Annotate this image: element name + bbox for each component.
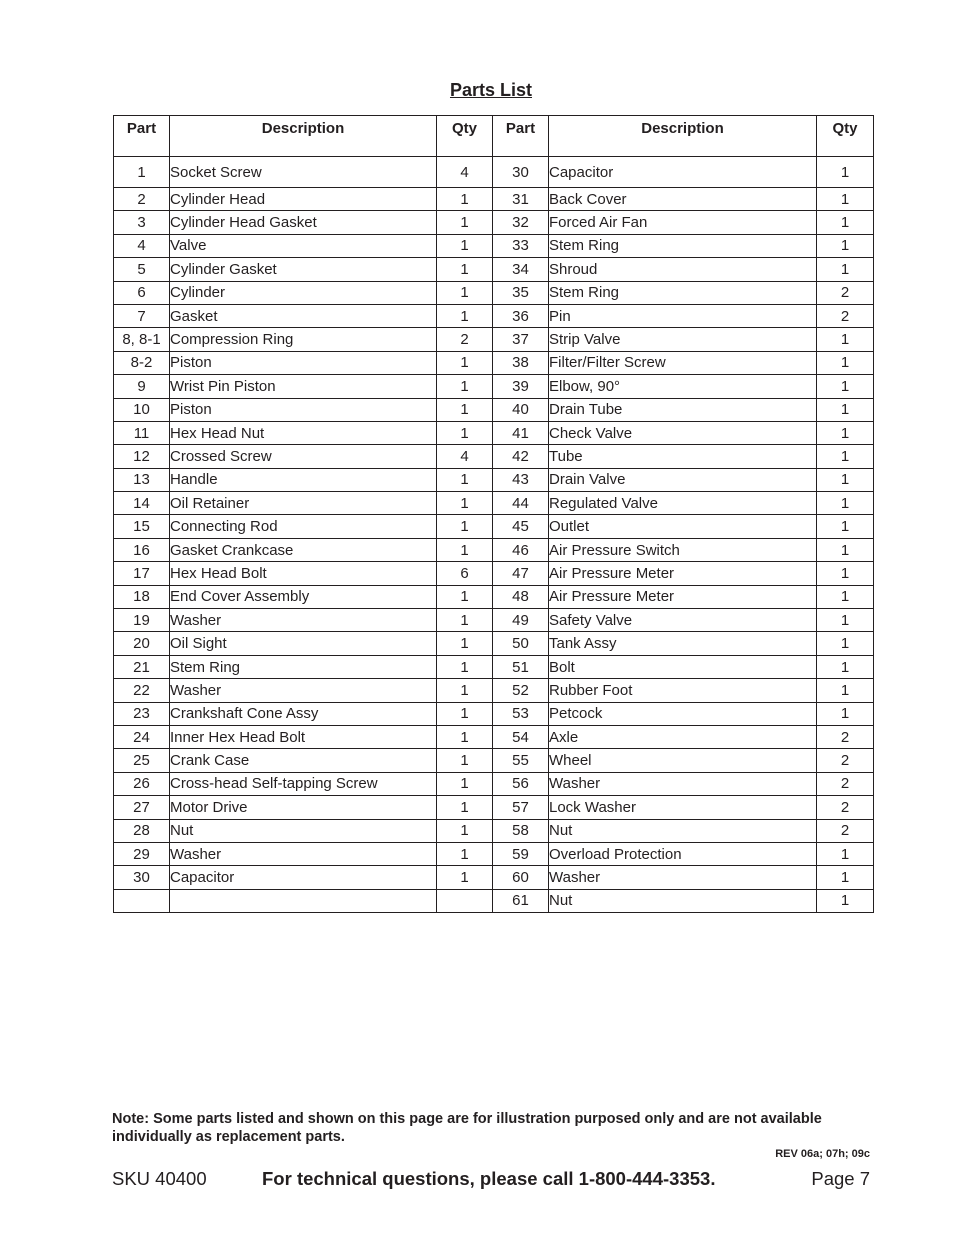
table-row: [114, 188, 874, 211]
description-cell: Inner Hex Head Bolt: [170, 725, 437, 748]
description-cell: [170, 889, 437, 912]
qty-cell: 1: [817, 866, 874, 889]
qty-cell: 2: [437, 328, 493, 351]
header-part: Part: [114, 116, 170, 157]
part-number-cell: 18: [114, 585, 170, 608]
table-row: [114, 772, 874, 795]
description-cell: Washer: [170, 679, 437, 702]
table-row: [114, 258, 874, 281]
part-number-cell: 22: [114, 679, 170, 702]
header-description: Description: [170, 116, 437, 157]
table-row: [114, 679, 874, 702]
part-number-cell: 11: [114, 421, 170, 444]
description-cell: Nut: [170, 819, 437, 842]
qty-cell: 2: [817, 749, 874, 772]
qty-cell: 1: [817, 351, 874, 374]
part-number-cell: 47: [493, 562, 549, 585]
qty-cell: 1: [817, 842, 874, 865]
qty-cell: 1: [437, 772, 493, 795]
table-row: [114, 328, 874, 351]
description-cell: Washer: [170, 609, 437, 632]
part-number-cell: 35: [493, 281, 549, 304]
description-cell: Hex Head Bolt: [170, 562, 437, 585]
qty-cell: 2: [817, 819, 874, 842]
qty-cell: 2: [817, 281, 874, 304]
part-number-cell: 56: [493, 772, 549, 795]
qty-cell: 1: [817, 157, 874, 188]
description-cell: Piston: [170, 398, 437, 421]
table-row: [114, 515, 874, 538]
part-number-cell: 40: [493, 398, 549, 421]
description-cell: Washer: [549, 866, 817, 889]
qty-cell: 1: [817, 468, 874, 491]
qty-cell: 2: [817, 772, 874, 795]
table-row: [114, 211, 874, 234]
part-number-cell: 23: [114, 702, 170, 725]
qty-cell: 1: [437, 819, 493, 842]
part-number-cell: 57: [493, 796, 549, 819]
part-number-cell: 30: [114, 866, 170, 889]
part-number-cell: 48: [493, 585, 549, 608]
header-qty: Qty: [437, 116, 493, 157]
part-number-cell: 31: [493, 188, 549, 211]
description-cell: Stem Ring: [549, 281, 817, 304]
description-cell: Drain Tube: [549, 398, 817, 421]
table-row: [114, 538, 874, 561]
qty-cell: [437, 889, 493, 912]
part-number-cell: 17: [114, 562, 170, 585]
table-row: [114, 796, 874, 819]
qty-cell: 1: [437, 585, 493, 608]
part-number-cell: 21: [114, 655, 170, 678]
qty-cell: 1: [817, 562, 874, 585]
revision-label: REV 06a; 07h; 09c: [775, 1148, 870, 1160]
qty-cell: 1: [437, 702, 493, 725]
description-cell: Drain Valve: [549, 468, 817, 491]
part-number-cell: 8-2: [114, 351, 170, 374]
qty-cell: 6: [437, 562, 493, 585]
description-cell: Tank Assy: [549, 632, 817, 655]
qty-cell: 1: [817, 445, 874, 468]
qty-cell: 1: [437, 492, 493, 515]
qty-cell: 1: [437, 609, 493, 632]
page-title: Parts List: [449, 80, 533, 100]
description-cell: Lock Washer: [549, 796, 817, 819]
tech-support-line: For technical questions, please call 1-800-444-3353.: [262, 1168, 716, 1189]
table-row: [114, 304, 874, 327]
description-cell: Gasket: [170, 304, 437, 327]
description-cell: Stem Ring: [549, 234, 817, 257]
description-cell: Filter/Filter Screw: [549, 351, 817, 374]
description-cell: End Cover Assembly: [170, 585, 437, 608]
description-cell: Cylinder Head: [170, 188, 437, 211]
qty-cell: 1: [817, 538, 874, 561]
qty-cell: 1: [817, 889, 874, 912]
table-row: [114, 445, 874, 468]
part-number-cell: 38: [493, 351, 549, 374]
part-number-cell: 1: [114, 157, 170, 188]
description-cell: Stem Ring: [170, 655, 437, 678]
qty-cell: 1: [817, 702, 874, 725]
part-number-cell: 2: [114, 188, 170, 211]
part-number-cell: 24: [114, 725, 170, 748]
part-number-cell: 55: [493, 749, 549, 772]
description-cell: Piston: [170, 351, 437, 374]
part-number-cell: 20: [114, 632, 170, 655]
qty-cell: 1: [817, 655, 874, 678]
header-part-2: Part: [493, 116, 549, 157]
description-cell: Bolt: [549, 655, 817, 678]
description-cell: Washer: [170, 842, 437, 865]
qty-cell: 1: [437, 538, 493, 561]
description-cell: Gasket Crankcase: [170, 538, 437, 561]
part-number-cell: 39: [493, 375, 549, 398]
table-row: [114, 585, 874, 608]
part-number-cell: 9: [114, 375, 170, 398]
table-row: [114, 351, 874, 374]
header-qty-2: Qty: [817, 116, 874, 157]
part-number-cell: 44: [493, 492, 549, 515]
description-cell: Overload Protection: [549, 842, 817, 865]
part-number-cell: 4: [114, 234, 170, 257]
part-number-cell: 25: [114, 749, 170, 772]
parts-table: [113, 115, 874, 913]
qty-cell: 4: [437, 445, 493, 468]
part-number-cell: 33: [493, 234, 549, 257]
qty-cell: 1: [817, 515, 874, 538]
table-row: [114, 421, 874, 444]
table-row: [114, 398, 874, 421]
qty-cell: 1: [437, 796, 493, 819]
table-row: [114, 281, 874, 304]
part-number-cell: 36: [493, 304, 549, 327]
qty-cell: 1: [437, 842, 493, 865]
table-row: [114, 655, 874, 678]
part-number-cell: 30: [493, 157, 549, 188]
description-cell: Motor Drive: [170, 796, 437, 819]
part-number-cell: 29: [114, 842, 170, 865]
description-cell: Safety Valve: [549, 609, 817, 632]
part-number-cell: 60: [493, 866, 549, 889]
header-description-2: Description: [549, 116, 817, 157]
table-row: [114, 702, 874, 725]
part-number-cell: 13: [114, 468, 170, 491]
description-cell: Capacitor: [170, 866, 437, 889]
description-cell: Air Pressure Switch: [549, 538, 817, 561]
qty-cell: 1: [817, 234, 874, 257]
part-number-cell: 37: [493, 328, 549, 351]
part-number-cell: 16: [114, 538, 170, 561]
part-number-cell: 42: [493, 445, 549, 468]
description-cell: Strip Valve: [549, 328, 817, 351]
part-number-cell: [114, 889, 170, 912]
description-cell: Back Cover: [549, 188, 817, 211]
qty-cell: 1: [437, 258, 493, 281]
table-row: [114, 866, 874, 889]
qty-cell: 1: [437, 679, 493, 702]
description-cell: Shroud: [549, 258, 817, 281]
qty-cell: 1: [437, 749, 493, 772]
part-number-cell: 8, 8-1: [114, 328, 170, 351]
description-cell: Socket Screw: [170, 157, 437, 188]
qty-cell: 1: [437, 632, 493, 655]
part-number-cell: 14: [114, 492, 170, 515]
part-number-cell: 41: [493, 421, 549, 444]
qty-cell: 1: [817, 258, 874, 281]
description-cell: Elbow, 90°: [549, 375, 817, 398]
description-cell: Hex Head Nut: [170, 421, 437, 444]
part-number-cell: 34: [493, 258, 549, 281]
table-row: [114, 889, 874, 912]
note-text: Note: Some parts listed and shown on this page are for illustration purposed only and are not available individually as replacement parts.: [112, 1111, 822, 1145]
qty-cell: 1: [437, 866, 493, 889]
description-cell: Regulated Valve: [549, 492, 817, 515]
qty-cell: 1: [437, 398, 493, 421]
part-number-cell: 7: [114, 304, 170, 327]
part-number-cell: 49: [493, 609, 549, 632]
description-cell: Air Pressure Meter: [549, 585, 817, 608]
part-number-cell: 46: [493, 538, 549, 561]
part-number-cell: 10: [114, 398, 170, 421]
part-number-cell: 52: [493, 679, 549, 702]
table-row: [114, 632, 874, 655]
description-cell: Handle: [170, 468, 437, 491]
table-row: [114, 725, 874, 748]
part-number-cell: 43: [493, 468, 549, 491]
description-cell: Oil Retainer: [170, 492, 437, 515]
table-row: [114, 842, 874, 865]
description-cell: Nut: [549, 889, 817, 912]
qty-cell: 1: [817, 328, 874, 351]
table-row: [114, 819, 874, 842]
description-cell: Check Valve: [549, 421, 817, 444]
qty-cell: 1: [437, 304, 493, 327]
part-number-cell: 32: [493, 211, 549, 234]
qty-cell: 1: [437, 515, 493, 538]
qty-cell: 1: [817, 632, 874, 655]
qty-cell: 2: [817, 304, 874, 327]
description-cell: Connecting Rod: [170, 515, 437, 538]
part-number-cell: 3: [114, 211, 170, 234]
part-number-cell: 19: [114, 609, 170, 632]
table-row: [114, 375, 874, 398]
description-cell: Compression Ring: [170, 328, 437, 351]
qty-cell: 1: [437, 351, 493, 374]
qty-cell: 1: [437, 468, 493, 491]
qty-cell: 1: [817, 421, 874, 444]
description-cell: Cylinder: [170, 281, 437, 304]
description-cell: Crank Case: [170, 749, 437, 772]
qty-cell: 2: [817, 725, 874, 748]
qty-cell: 1: [437, 234, 493, 257]
table-row: [114, 609, 874, 632]
qty-cell: 1: [817, 398, 874, 421]
part-number-cell: 58: [493, 819, 549, 842]
qty-cell: 1: [437, 725, 493, 748]
qty-cell: 1: [437, 211, 493, 234]
parts-table-body: [114, 157, 874, 913]
qty-cell: 1: [437, 421, 493, 444]
description-cell: Capacitor: [549, 157, 817, 188]
description-cell: Air Pressure Meter: [549, 562, 817, 585]
part-number-cell: 5: [114, 258, 170, 281]
table-header-row: [114, 116, 874, 157]
description-cell: Petcock: [549, 702, 817, 725]
part-number-cell: 50: [493, 632, 549, 655]
table-row: [114, 749, 874, 772]
part-number-cell: 27: [114, 796, 170, 819]
part-number-cell: 59: [493, 842, 549, 865]
description-cell: Tube: [549, 445, 817, 468]
qty-cell: 1: [817, 211, 874, 234]
description-cell: Wheel: [549, 749, 817, 772]
part-number-cell: 45: [493, 515, 549, 538]
qty-cell: 1: [437, 655, 493, 678]
qty-cell: 2: [817, 796, 874, 819]
part-number-cell: 12: [114, 445, 170, 468]
table-row: [114, 562, 874, 585]
description-cell: Forced Air Fan: [549, 211, 817, 234]
description-cell: Rubber Foot: [549, 679, 817, 702]
description-cell: Axle: [549, 725, 817, 748]
description-cell: Outlet: [549, 515, 817, 538]
part-number-cell: 26: [114, 772, 170, 795]
part-number-cell: 15: [114, 515, 170, 538]
description-cell: Washer: [549, 772, 817, 795]
description-cell: Nut: [549, 819, 817, 842]
part-number-cell: 28: [114, 819, 170, 842]
description-cell: Cylinder Head Gasket: [170, 211, 437, 234]
qty-cell: 1: [437, 281, 493, 304]
description-cell: Oil Sight: [170, 632, 437, 655]
part-number-cell: 54: [493, 725, 549, 748]
description-cell: Crossed Screw: [170, 445, 437, 468]
qty-cell: 1: [817, 492, 874, 515]
description-cell: Crankshaft Cone Assy: [170, 702, 437, 725]
table-row: [114, 492, 874, 515]
qty-cell: 1: [817, 609, 874, 632]
description-cell: Cylinder Gasket: [170, 258, 437, 281]
qty-cell: 4: [437, 157, 493, 188]
part-number-cell: 6: [114, 281, 170, 304]
qty-cell: 1: [437, 188, 493, 211]
description-cell: Cross-head Self-tapping Screw: [170, 772, 437, 795]
part-number-cell: 51: [493, 655, 549, 678]
qty-cell: 1: [817, 188, 874, 211]
table-row: [114, 468, 874, 491]
description-cell: Pin: [549, 304, 817, 327]
description-cell: Wrist Pin Piston: [170, 375, 437, 398]
sku-label: SKU 40400: [112, 1168, 207, 1189]
qty-cell: 1: [817, 679, 874, 702]
part-number-cell: 53: [493, 702, 549, 725]
qty-cell: 1: [817, 585, 874, 608]
page-number: Page 7: [811, 1168, 870, 1189]
description-cell: Valve: [170, 234, 437, 257]
table-row: [114, 157, 874, 188]
qty-cell: 1: [437, 375, 493, 398]
table-row: [114, 234, 874, 257]
part-number-cell: 61: [493, 889, 549, 912]
qty-cell: 1: [817, 375, 874, 398]
